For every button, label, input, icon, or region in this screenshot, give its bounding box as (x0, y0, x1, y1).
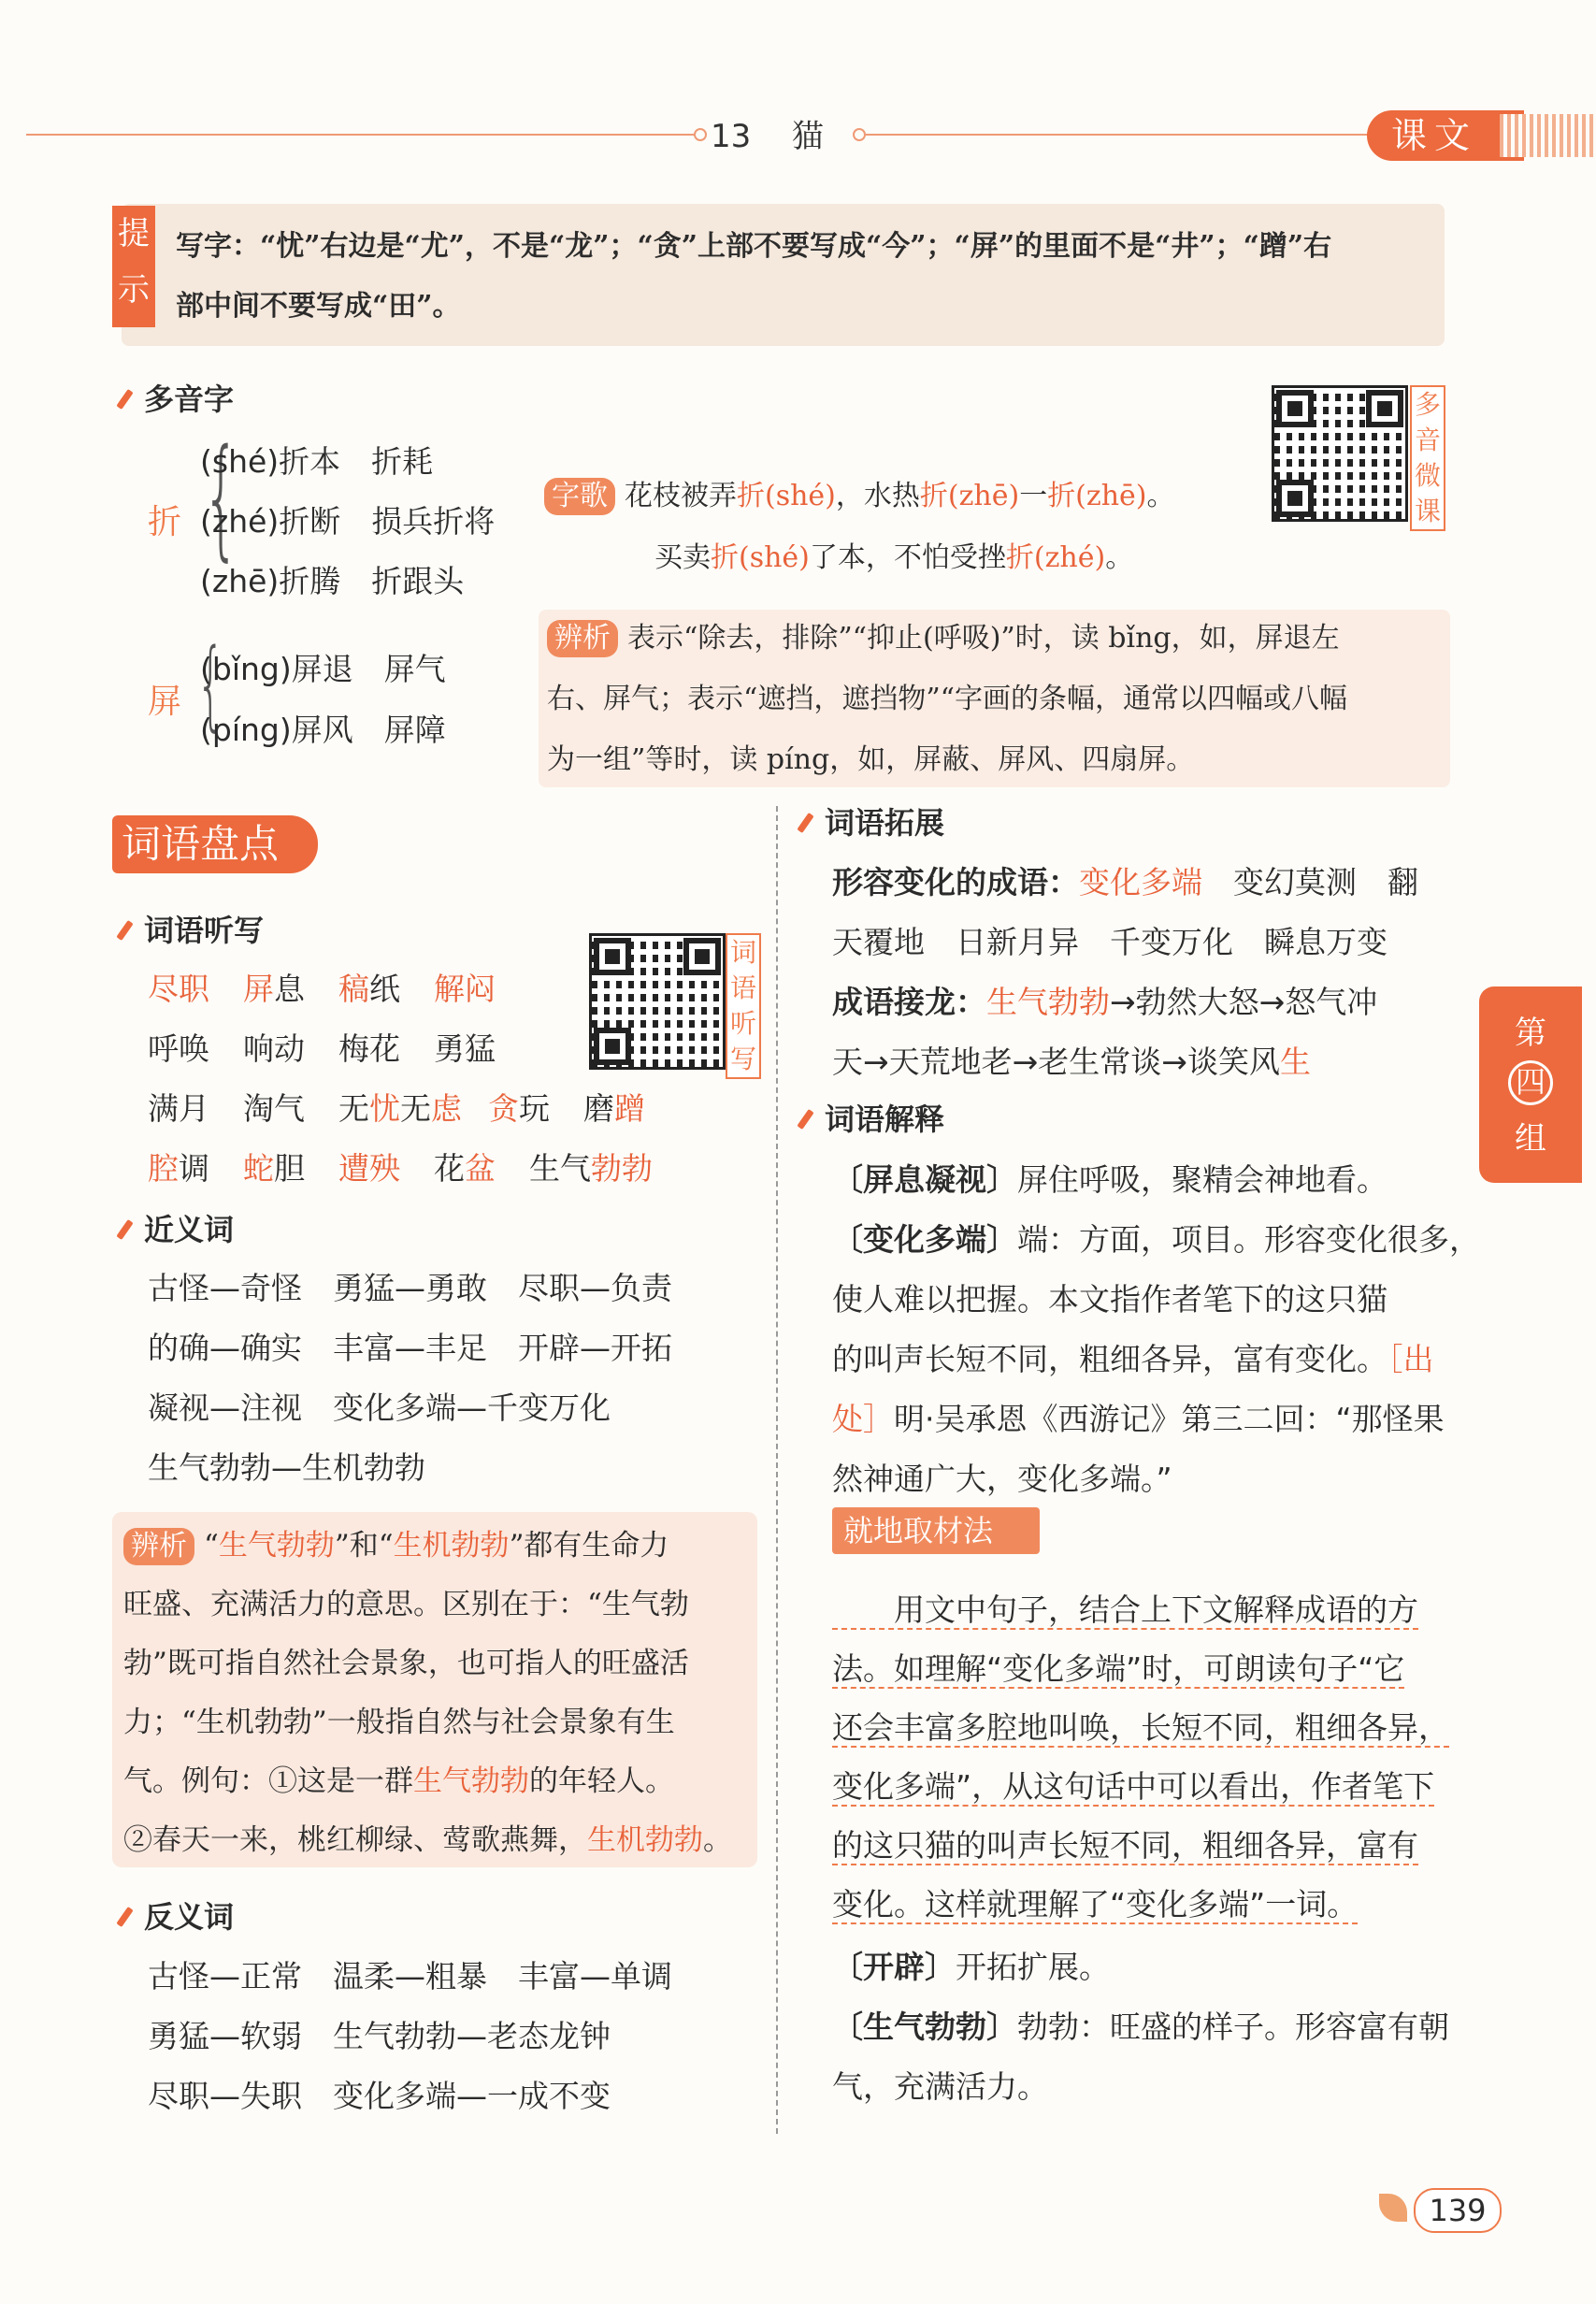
qr-finder (1276, 390, 1314, 427)
side-tab-mid: 四 (1508, 1060, 1553, 1105)
header-rule-left (26, 134, 699, 136)
synonym-row-2: 的确—确实 丰富—丰足 开辟—开拓 (148, 1330, 672, 1366)
note-line-5: 气。例句：①这是一群生气勃勃的年轻人。 (123, 1764, 674, 1798)
word-review-banner: 词语盘点 (112, 815, 318, 873)
explanation-4: 〔生气勃勃〕勃勃：旺盛的样子。形容富有朝 (832, 2009, 1449, 2045)
qr-finder (1276, 480, 1314, 517)
header-dot-left (694, 128, 707, 141)
qr-finder (683, 938, 721, 975)
dictation-row-2: 呼唤 响动 梅花 勇猛 (148, 1030, 496, 1067)
tip-text (176, 217, 1443, 337)
synonym-row-1: 古怪—奇怪 勇猛—勇敢 尽职—负责 (148, 1270, 672, 1306)
method-line-4: 变化多端”，从这句话中可以看出，作者笔下 (832, 1768, 1435, 1805)
analysis-block (547, 608, 1445, 790)
tip-label-top: 提 (118, 215, 150, 252)
lesson-number: 13 (711, 118, 752, 155)
bing-row-2: (píng)屏风 屏障 (200, 712, 446, 748)
word: 稿纸 (338, 971, 400, 1007)
polyphonic-heading: 多音字 (114, 376, 234, 419)
qr-code-dictation[interactable] (589, 933, 726, 1070)
dictation-row-4: 腔调 蛇胆 遭殃 花盆 生气勃勃 (148, 1150, 653, 1187)
analysis-tag: 辨析 (547, 620, 618, 657)
explanation-heading: 词语解释 (795, 1096, 944, 1139)
extension-line-1: 形容变化的成语：变化多端 变幻莫测 翻 (832, 864, 1418, 900)
antonym-row-1: 古怪—正常 温柔—粗暴 丰富—单调 (148, 1958, 672, 1994)
note-tag: 辨析 (123, 1528, 194, 1565)
header-dot-right (853, 128, 866, 141)
method-line-1: 用文中句子，结合上下文解释成语的方 (832, 1591, 1418, 1628)
word: 尽职 (148, 971, 209, 1007)
explanation-2-line-3: 的叫声长短不同，粗细各异，富有变化。［出 (832, 1341, 1434, 1377)
song-line-2: 买卖折(shé)了本，不怕受挫折(zhé)。 (654, 541, 1134, 574)
synonym-heading: 近义词 (114, 1206, 234, 1249)
explanation-3: 〔开辟〕开拓扩展。 (832, 1949, 1110, 1985)
section-tag: 课文 (1367, 110, 1524, 161)
polyphonic-char-bing: 屏 (148, 683, 182, 721)
header-rule-right (866, 134, 1371, 136)
leaf-icon (1379, 2194, 1407, 2222)
note-text (123, 1517, 755, 1870)
qr-finder (594, 938, 631, 975)
word: 屏息 (243, 971, 305, 1007)
unit-side-tab (1479, 986, 1582, 1183)
zhe-row-2: (zhé)折断 损兵折将 (200, 503, 496, 540)
note-line-2: 旺盛、充满活力的意思。区别在于：“生气勃 (123, 1588, 689, 1621)
pencil-icon (795, 1109, 815, 1130)
polyphonic-char-zhe: 折 (148, 503, 182, 541)
note-line-6: ②春天一来，桃红柳绿、莺歌燕舞，生机勃勃。 (123, 1823, 732, 1857)
explanation-1: 〔屏息凝视〕屏住呼吸，聚精会神地看。 (832, 1161, 1388, 1198)
method-line-3: 还会丰富多腔地叫唤，长短不同，粗细各异， (832, 1709, 1449, 1746)
side-tab-top: 第 (1515, 1015, 1546, 1052)
pencil-icon (114, 920, 135, 941)
section-tag-stripes (1500, 114, 1596, 157)
bing-row-1: (bǐng)屏退 屏气 (200, 651, 446, 687)
explanation-2: 〔变化多端〕端：方面，项目。形容变化很多， (832, 1221, 1480, 1258)
explanation-2-line-4: 处］明·吴承恩《西游记》第三二回：“那怪果 (832, 1401, 1445, 1437)
brace-bing: { (196, 627, 224, 742)
method-line-5: 的这只猫的叫声长短不同，粗细各异，富有 (832, 1827, 1418, 1864)
tip-line-2: 部中间不要写成“田”。 (176, 290, 461, 323)
note-line-4: 力；“生机勃勃”一般指自然与社会景象有生 (123, 1706, 675, 1739)
pencil-icon (795, 813, 815, 833)
pencil-icon (114, 1219, 135, 1240)
explanation-2-line-2: 使人难以把握。本文指作者笔下的这只猫 (832, 1281, 1388, 1318)
column-divider (776, 806, 778, 2134)
brace-zhe: { (202, 422, 240, 574)
method-tag: 就地取材法 (832, 1507, 1040, 1554)
tip-label-bottom: 示 (118, 271, 150, 309)
antonym-row-2: 勇猛—软弱 生气勃勃—老态龙钟 (148, 2018, 611, 2054)
analysis-line-2: 右、屏气；表示“遮挡，遮挡物”“字画的条幅，通常以四幅或八幅 (547, 683, 1348, 715)
antonym-row-3: 尽职—失职 变化多端—一成不变 (148, 2078, 611, 2114)
qr-finder (594, 1028, 631, 1065)
antonym-heading: 反义词 (114, 1894, 234, 1937)
analysis-line-3: 为一组”等时，读 píng，如，屏蔽、屏风、四扇屏。 (547, 743, 1195, 776)
qr-code-polyphonic[interactable] (1272, 385, 1408, 522)
analysis-line-1: 辨析 表示“除去，排除”“抑止(呼吸)”时，读 bǐng，如，屏退左 (547, 608, 1445, 669)
song-tag: 字歌 (544, 478, 615, 515)
pencil-icon (114, 1907, 135, 1927)
qr-label-dictation: 词 语 听 写 (726, 933, 761, 1079)
tip-label (112, 206, 155, 327)
song-block (544, 466, 1273, 589)
synonym-row-3: 凝视—注视 变化多端—千变万化 (148, 1390, 611, 1426)
pencil-icon (114, 389, 135, 410)
zhe-row-1: (shé)折本 折耗 (200, 443, 434, 480)
dictation-row-1 (148, 965, 496, 1009)
word: 解闷 (434, 971, 496, 1007)
extension-line-2: 天覆地 日新月异 千变万化 瞬息万变 (832, 924, 1388, 960)
song-line-1: 字歌 花枝被弄折(shé)，水热折(zhē)一折(zhē)。 (544, 466, 1273, 527)
qr-finder (1366, 390, 1403, 427)
zhe-row-3: (zhē)折腾 折跟头 (200, 563, 465, 599)
page-number: 139 (1414, 2188, 1502, 2233)
tip-line-1: 写字：“忧”右边是“尤”，不是“龙”；“贪”上部不要写成“今”；“屏”的里面不是“井”；“蹭”右 (176, 230, 1332, 263)
explanation-4-line-2: 气，充满活力。 (832, 2068, 1048, 2105)
note-line-1: 辨析 “生气勃勃”和“生机勃勃”都有生命力 (123, 1517, 755, 1576)
qr-label-polyphonic: 多 音 微 课 (1410, 385, 1445, 531)
note-line-3: 勃”既可指自然社会景象，也可指人的旺盛活 (123, 1647, 689, 1680)
method-line-2: 法。如理解“变化多端”时，可朗读句子“它 (832, 1650, 1405, 1687)
dictation-heading: 词语听写 (114, 907, 264, 950)
synonym-row-4: 生气勃勃—生机勃勃 (148, 1449, 425, 1486)
lesson-title: 猫 (791, 118, 824, 155)
dictation-row-3: 满月 淘气 无忧无虑 贪玩 磨蹭 (148, 1090, 645, 1127)
method-text (832, 1580, 1449, 1934)
extension-line-4: 天→天荒地老→老生常谈→谈笑风生 (832, 1044, 1311, 1080)
side-tab-bottom: 组 (1515, 1120, 1546, 1158)
extension-heading: 词语拓展 (795, 799, 944, 842)
explanation-2-line-5: 然神通广大，变化多端。” (832, 1461, 1172, 1497)
lesson-heading (711, 110, 824, 156)
extension-line-3: 成语接龙：生气勃勃→勃然大怒→怒气冲 (832, 984, 1378, 1020)
method-line-6: 变化。这样就理解了“变化多端”一词。 (832, 1886, 1359, 1922)
